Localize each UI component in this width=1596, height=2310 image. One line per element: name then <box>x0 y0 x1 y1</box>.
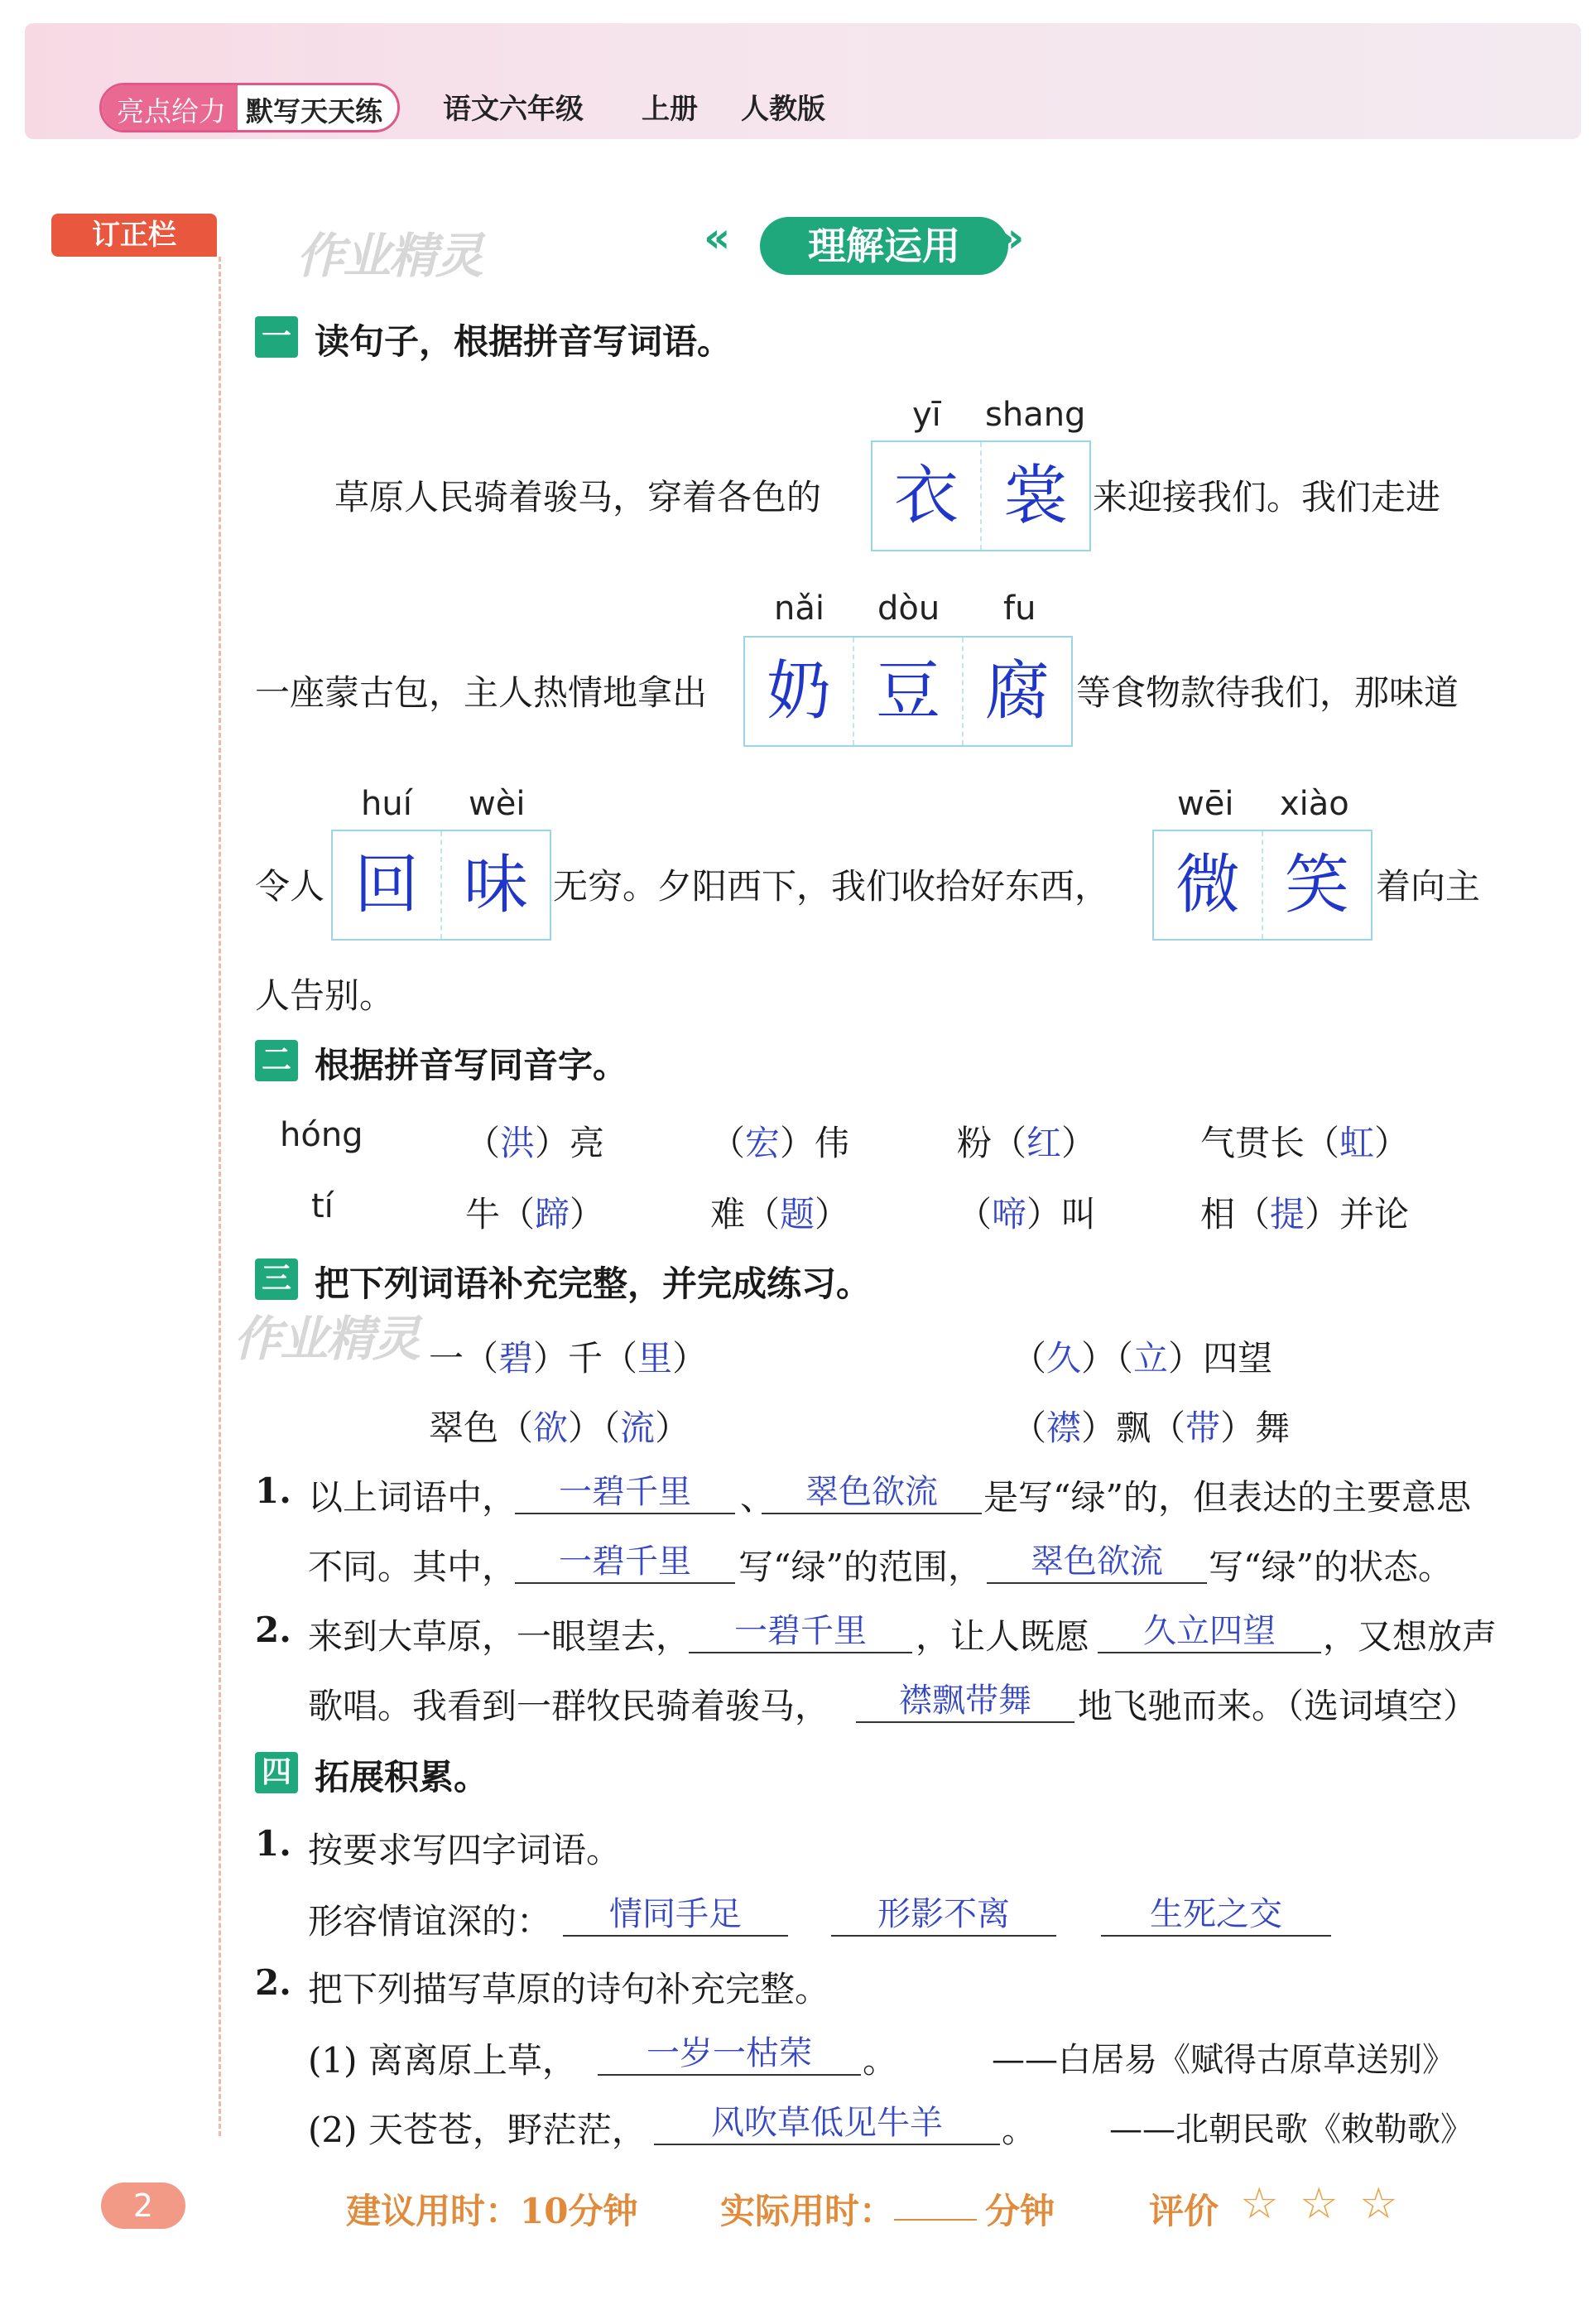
poem-source: ——北朝民歌《敕勒歌》 <box>1109 2110 1473 2149</box>
question-title: 读句子，根据拼音写词语。 <box>315 321 733 362</box>
sentence-text: ，让人既愿 <box>916 1616 1090 1657</box>
fill-blank: 翠色欲流 <box>987 1535 1207 1584</box>
brand-left: 亮点给力 <box>102 85 238 130</box>
poem-line: 。 <box>1002 2110 1037 2150</box>
idiom-item: （襟）飘（带）舞 <box>1012 1408 1291 1448</box>
pinyin: nǎi <box>774 590 824 628</box>
answer-char: 笑 <box>1284 848 1349 922</box>
watermark: 作业精灵 <box>233 1311 420 1367</box>
edition-label: 人教版 <box>741 93 825 126</box>
sentence-text: 一座蒙古包，主人热情地拿出 <box>255 672 708 713</box>
fill-blank: 形影不离 <box>831 1888 1056 1937</box>
answer-grid <box>1152 830 1372 941</box>
poem-line: (2) 天苍苍，野茫茫， <box>308 2110 647 2150</box>
answer-char: 回 <box>333 831 442 939</box>
pinyin: wèi <box>469 785 526 823</box>
question-number: 三 <box>255 1258 298 1300</box>
poem-line: 。 <box>863 2040 898 2081</box>
idiom-item: 翠色（欲）（流） <box>429 1408 690 1448</box>
homophone-item: （啼）叫 <box>957 1194 1097 1234</box>
fill-blank: 翠色欲流 <box>762 1465 982 1514</box>
pinyin: xiào <box>1280 785 1349 823</box>
pinyin: shang <box>985 396 1086 434</box>
answer-grid <box>331 830 551 941</box>
sentence-text: 不同。其中， <box>308 1547 517 1587</box>
sentence-text: 以上词语中， <box>308 1477 517 1518</box>
answer-grid <box>871 440 1091 551</box>
sentence-text: 无穷。夕阳西下，我们收拾好东西， <box>553 866 1110 907</box>
question-number: 二 <box>255 1040 298 1081</box>
star-icon[interactable]: ☆ <box>1240 2179 1279 2229</box>
fill-blank: 风吹草低见牛羊 <box>654 2096 1000 2145</box>
pinyin: yī <box>912 396 941 434</box>
pinyin: hóng <box>280 1116 363 1154</box>
question-title: 拓展积累。 <box>315 1757 489 1797</box>
fill-blank: 一岁一枯荣 <box>598 2027 861 2076</box>
sentence-text: 把下列描写草原的诗句补充完整。 <box>308 1969 830 2009</box>
fill-blank: 生死之交 <box>1101 1888 1331 1937</box>
star-icon[interactable]: ☆ <box>1300 2179 1339 2229</box>
homophone-item: 粉（红） <box>957 1123 1097 1163</box>
answer-grid <box>743 636 1073 747</box>
volume-label: 上册 <box>642 93 698 126</box>
brand-right: 默写天天练 <box>246 95 382 128</box>
suggested-time: 建议用时：10分钟 <box>346 2191 638 2231</box>
sentence-text: 、 <box>740 1477 776 1518</box>
fill-blank: 襟飘带舞 <box>856 1674 1074 1723</box>
item-number: 2. <box>255 1610 291 1650</box>
sentence-text: 写“绿”的范围， <box>738 1547 983 1587</box>
poem-source: ——白居易《赋得古原草送别》 <box>992 2041 1455 2079</box>
item-number: 1. <box>255 1823 291 1864</box>
homophone-item: （洪）亮 <box>465 1123 605 1163</box>
question-title: 根据拼音写同音字。 <box>315 1045 628 1085</box>
idiom-item: （久）（立）四望 <box>1012 1338 1273 1379</box>
page-number: 2 <box>101 2182 185 2229</box>
item-number: 1. <box>255 1470 291 1511</box>
sentence-text: 按要求写四字词语。 <box>308 1830 622 1870</box>
fill-blank: 情同手足 <box>563 1888 788 1937</box>
sentence-text: ，又想放声 <box>1323 1616 1497 1657</box>
item-number: 2. <box>255 1962 291 2003</box>
rating-label: 评价 <box>1149 2191 1219 2231</box>
homophone-item: 难（题） <box>710 1194 850 1234</box>
pinyin: huí <box>361 785 412 823</box>
idiom-item: 一（碧）千（里） <box>429 1338 708 1379</box>
fill-blank: 一碧千里 <box>515 1465 735 1514</box>
fill-blank: 一碧千里 <box>515 1535 735 1584</box>
homophone-item: （宏）伟 <box>710 1123 850 1163</box>
correction-divider <box>219 257 221 2136</box>
answer-char: 奶 <box>745 638 854 745</box>
sentence-text: 歌唱。我看到一群牧民骑着骏马， <box>308 1686 830 1726</box>
sentence-text: 来迎接我们。我们走进 <box>1093 477 1441 517</box>
sentence-text: 草原人民骑着骏马，穿着各色的 <box>334 477 822 517</box>
answer-char: 微 <box>1154 831 1263 939</box>
sentence-text: 来到大草原，一眼望去， <box>308 1616 691 1657</box>
brand-badge <box>99 83 400 132</box>
section-title: 理解运用 <box>760 217 1008 275</box>
sentence-text: 令人 <box>255 866 325 907</box>
fill-blank: 久立四望 <box>1098 1605 1321 1653</box>
chevron-left-icon: « <box>704 214 731 262</box>
star-icon[interactable]: ☆ <box>1359 2179 1398 2229</box>
answer-char: 味 <box>463 848 528 922</box>
answer-char: 腐 <box>984 654 1050 729</box>
watermark: 作业精灵 <box>296 228 483 284</box>
homophone-item: 相（提）并论 <box>1200 1194 1410 1234</box>
actual-time-blank[interactable] <box>894 2219 977 2221</box>
sentence-text: 写“绿”的状态。 <box>1209 1547 1453 1587</box>
sentence-text: 是写“绿”的，但表达的主要意思 <box>983 1477 1471 1518</box>
sentence-text: 地飞驰而来。（选词填空） <box>1078 1686 1478 1726</box>
pinyin: dòu <box>877 590 940 628</box>
pinyin: wēi <box>1177 785 1234 823</box>
actual-time-unit: 分钟 <box>985 2191 1055 2231</box>
sentence-text: 形容情谊深的： <box>308 1901 552 1942</box>
answer-char: 裳 <box>1002 459 1068 533</box>
sentence-text: 着向主 <box>1376 866 1481 907</box>
answer-char: 衣 <box>873 442 982 550</box>
homophone-item: 气贯长（虹） <box>1200 1123 1410 1163</box>
subject-label: 语文六年级 <box>443 93 584 126</box>
question-number: 四 <box>255 1752 298 1793</box>
sentence-text: 人告别。 <box>255 975 395 1016</box>
sentence-text: 等食物款待我们，那味道 <box>1076 672 1459 713</box>
poem-line: (1) 离离原上草， <box>308 2040 577 2081</box>
correction-column-tab: 订正栏 <box>51 214 217 257</box>
question-title: 把下列词语补充完整，并完成练习。 <box>315 1263 872 1304</box>
chevron-right-icon: » <box>997 214 1025 262</box>
pinyin: fu <box>1003 590 1036 628</box>
answer-char: 豆 <box>854 638 964 745</box>
actual-time-label: 实际用时： <box>720 2191 895 2231</box>
pinyin: tí <box>311 1187 334 1225</box>
question-number: 一 <box>255 316 298 358</box>
homophone-item: 牛（蹄） <box>465 1194 605 1234</box>
fill-blank: 一碧千里 <box>689 1605 912 1653</box>
